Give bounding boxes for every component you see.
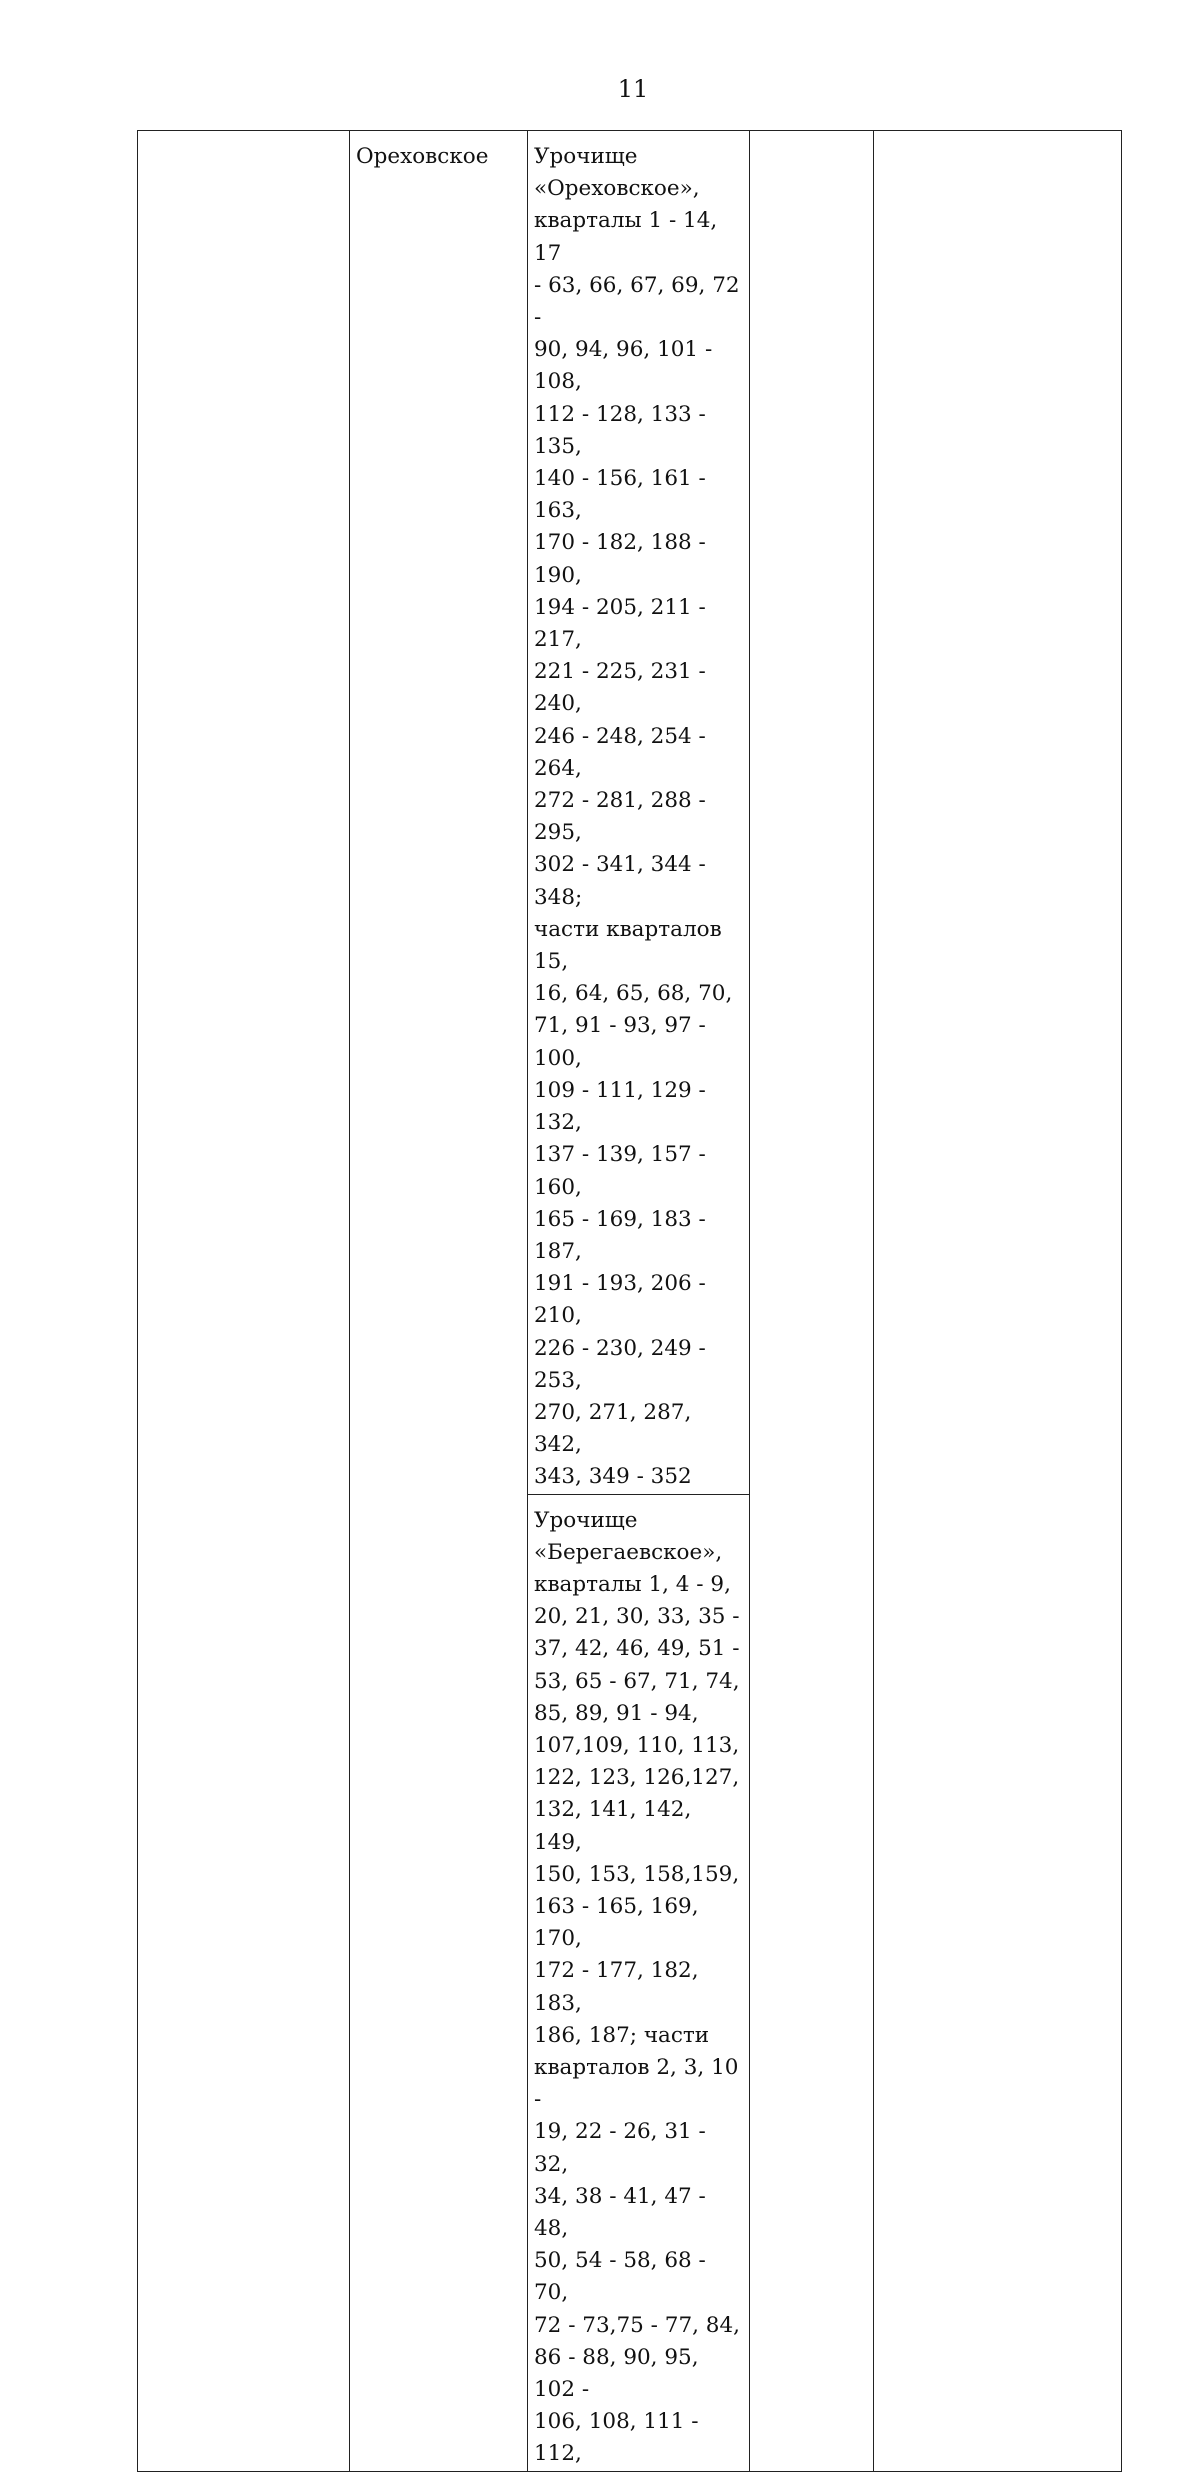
table-row	[138, 131, 1122, 1495]
empty-cell-col1	[138, 131, 350, 2472]
forest-areas-table	[137, 130, 1122, 2472]
tract-cell-beregaevskoe: Урочище «Берегаевское», кварталы 1, 4 - 9, 20, 21, 30, 33, 35 - 37, 42, 46, 49, 51 - 53, 65 - 67, 71, 74, 85, 89, 91 - 94, 107,109, 110, 113, 122, 123, 126,127, 132, 141, 142, 149, 150, 153, 158,159, 163 - 165, 169, 170, 172 - 177, 182, 183, 186, 187; части кварталов 2, 3, 10 - 19, 22 - 26, 31 - 32, 34, 38 - 41, 47 - 48, 50, 54 - 58, 68 - 70, 72 - 73,75 - 77, 84, 86 - 88, 90, 95, 102 - 106, 108, 111 - 112,	[528, 1494, 750, 2471]
empty-cell-col4	[750, 131, 874, 2472]
page-number: 11	[617, 75, 649, 103]
empty-cell-col5	[874, 131, 1122, 2472]
district-cell: Ореховское	[350, 131, 528, 2472]
tract-cell-orekhovskoe: Урочище «Ореховское», кварталы 1 - 14, 17 - 63, 66, 67, 69, 72 - 90, 94, 96, 101 - 108, 112 - 128, 133 - 135, 140 - 156, 161 - 163, 170 - 182, 188 - 190, 194 - 205, 211 - 217, 221 - 225, 231 - 240, 246 - 248, 254 - 264, 272 - 281, 288 - 295, 302 - 341, 344 - 348; части кварталов 15, 16, 64, 65, 68, 70, 71, 91 - 93, 97 - 100, 109 - 111, 129 - 132, 137 - 139, 157 - 160, 165 - 169, 183 - 187, 191 - 193, 206 - 210, 226 - 230, 249 - 253, 270, 271, 287, 342, 343, 349 - 352	[528, 131, 750, 1495]
